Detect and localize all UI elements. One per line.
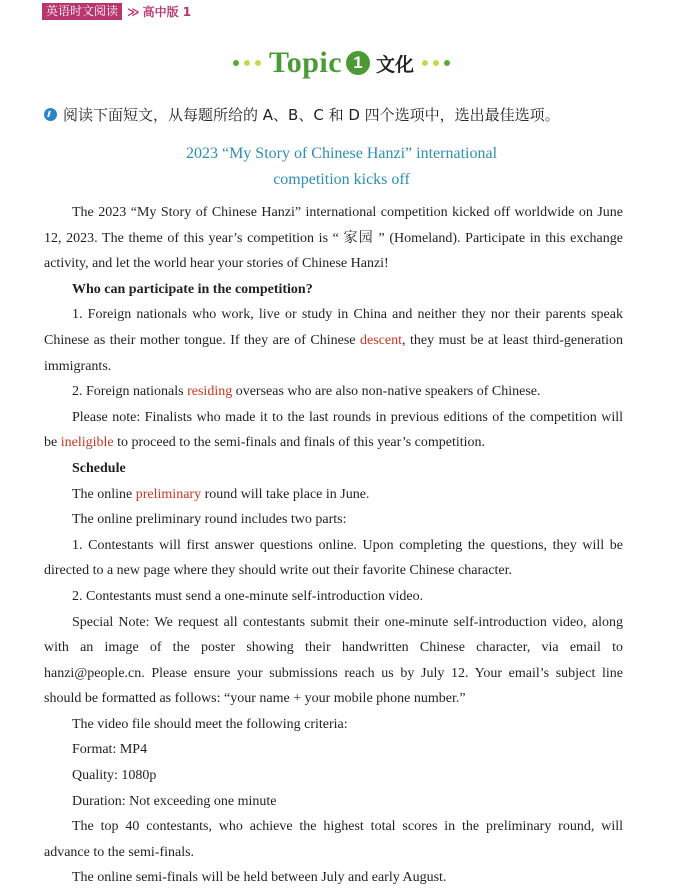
article-title-line1: 2023 “My Story of Chinese Hanzi” international	[185, 145, 498, 162]
right-dots-decoration	[422, 60, 450, 66]
topic-chinese-label: 文化	[376, 53, 415, 76]
criteria-quality: Quality: 1080p	[72, 768, 157, 784]
semis-paragraph: The online semi-finals will be held between July and early August.	[72, 870, 447, 886]
criteria-duration: Duration: Not exceeding one minute	[72, 793, 277, 809]
series-tag: 英语时文阅读	[42, 3, 122, 20]
edition-label: 高中版 1	[142, 5, 192, 19]
schedule-heading: Schedule	[72, 460, 126, 476]
who-item-1: 1. Foreign nationals who work, live or study in China and neither they nor their parents speak Chinese as their mother tongue. If they are of Chinese descent, they must be at least third-generation immigrants.	[44, 307, 623, 374]
schedule-line-3: 1. Contestants will first answer questions online. Upon completing the questions, they will be directed to a new page where they should write out their favorite Chinese character.	[44, 537, 623, 579]
topic-word: Topic	[268, 46, 343, 79]
left-dots-decoration	[233, 60, 261, 66]
instruction	[44, 104, 560, 125]
schedule-line-1: The online preliminary round will take place in June.	[72, 486, 370, 502]
topic-heading	[0, 46, 683, 80]
instruction-text: 阅读下面短文，从每题所给的 A、B、C 和 D 四个选项中，选出最佳选项。	[63, 106, 560, 124]
highlight-residing: residing	[187, 384, 233, 400]
schedule-line-4: 2. Contestants must send a one-minute self-introduction video.	[72, 588, 424, 604]
header-tag	[42, 3, 191, 20]
chevron-double-icon: ≫	[127, 4, 140, 19]
criteria-format: Format: MP4	[72, 742, 148, 758]
topic-number-badge: 1	[346, 51, 370, 75]
special-note: Special Note: We request all contestants submit their one-minute self-introduction video, along with an image of the poster showing their handwritten Chinese character, via email to hanzi@people.cn. Please ensure your submissions reach us by July 12. Your email’s subject line should be formatted as follows: “your name + your mobile phone number.”	[44, 614, 623, 707]
schedule-line-2: The online preliminary round includes two parts:	[72, 512, 347, 528]
intro-paragraph: The 2023 “My Story of Chinese Hanzi” international competition kicked off worldwide on June 12, 2023. The theme of this year’s competition is “ 家园 ” (Homeland). Participate in this exchange activity, and let the world hear your stories of Chinese Hanzi!	[44, 205, 623, 272]
highlight-preliminary: preliminary	[135, 486, 202, 502]
who-heading: Who can participate in the competition?	[72, 281, 313, 297]
highlight-descent: descent	[360, 332, 402, 348]
criteria-intro: The video file should meet the following criteria:	[72, 716, 348, 732]
note-paragraph: Please note: Finalists who made it to the last rounds in previous editions of the competition will be ineligible to proceed to the semi-finals and finals of this year’s competition.	[44, 409, 623, 451]
top40-paragraph: The top 40 contestants, who achieve the highest total scores in the preliminary round, will advance to the semi-finals.	[44, 819, 623, 860]
article-title-line2: competition kicks off	[273, 171, 410, 188]
article-title	[0, 141, 683, 193]
who-item-2: 2. Foreign nationals residing overseas who are also non-native speakers of Chinese.	[72, 384, 541, 400]
article-body	[44, 200, 623, 891]
highlight-ineligible: ineligible	[60, 435, 114, 451]
reading-icon	[44, 108, 57, 121]
